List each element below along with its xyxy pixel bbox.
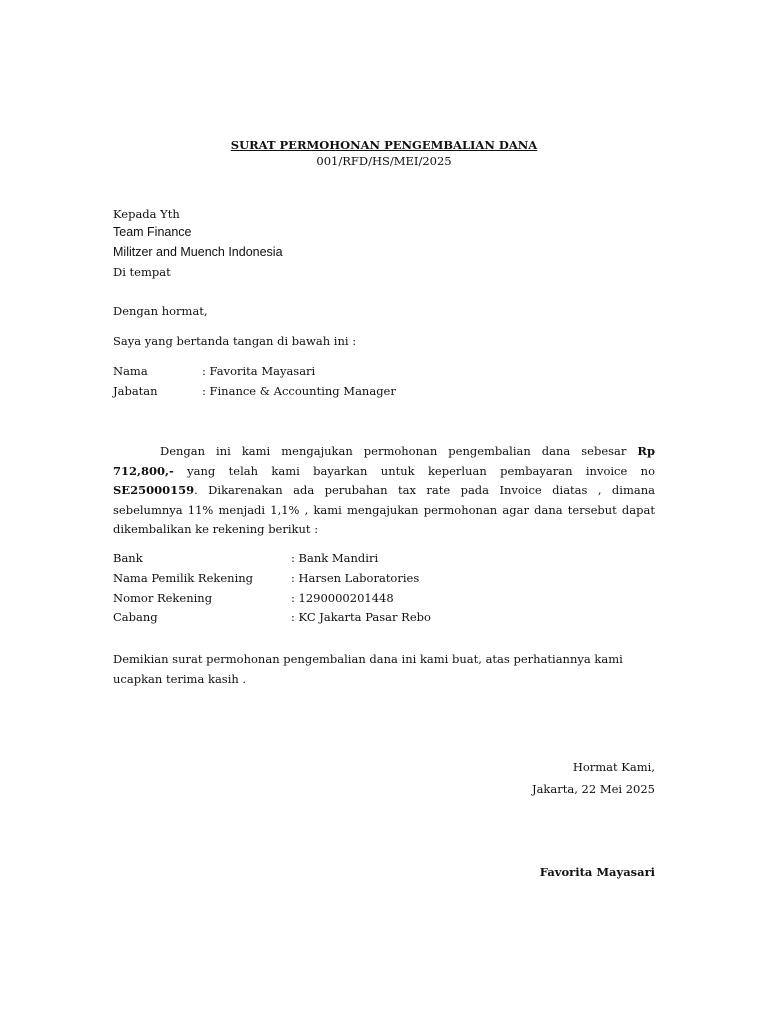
branch-label: Cabang: [113, 610, 158, 624]
name-label: Nama: [113, 364, 148, 378]
bank-label: Bank: [113, 551, 143, 565]
recipient-line-3: Militzer and Muench Indonesia: [113, 245, 283, 259]
intro-text: Saya yang bertanda tangan di bawah ini :: [113, 334, 357, 348]
body-part-1: Dengan ini kami mengajukan permohonan pengembalian dana sebesar: [160, 444, 638, 458]
body-part-2: yang telah kami bayarkan untuk keperluan pembayaran invoice no: [173, 463, 655, 478]
account-value: : 1290000201448: [291, 591, 394, 605]
recipient-line-4: Di tempat: [113, 265, 171, 279]
recipient-line-1: Kepada Yth: [113, 207, 180, 221]
owner-label: Nama Pemilik Rekening: [113, 571, 254, 585]
signature-name: Favorita Mayasari: [539, 865, 655, 879]
greeting: Dengan hormat,: [113, 304, 208, 318]
signoff: Hormat Kami,: [572, 760, 655, 774]
refund-amount: Rp 712,800,-: [113, 444, 655, 478]
recipient-line-2: Team Finance: [113, 225, 192, 239]
letter-number: 001/RFD/HS/MEI/2025: [316, 154, 452, 168]
letter-title: SURAT PERMOHONAN PENGEMBALIAN DANA: [230, 138, 538, 152]
position-value: : Finance & Accounting Manager: [202, 384, 396, 398]
bank-value: : Bank Mandiri: [291, 551, 379, 565]
invoice-number: SE25000159: [113, 483, 195, 498]
owner-value: : Harsen Laboratories: [291, 571, 420, 585]
account-label: Nomor Rekening: [113, 591, 213, 605]
place-date: Jakarta, 22 Mei 2025: [531, 782, 655, 796]
branch-value: : KC Jakarta Pasar Rebo: [291, 610, 431, 624]
body-part-3: . Dikarenakan ada perubahan tax rate pada Invoice diatas , dimana sebelumnya 11% menjadi 1,1% , kami mengajukan permohonan agar dana tersebut dapat dikembalikan ke rekening berikut :: [113, 483, 655, 537]
body-paragraph: [113, 442, 655, 540]
position-label: Jabatan: [113, 384, 158, 398]
closing-paragraph: Demikian surat permohonan pengembalian dana ini kami buat, atas perhatiannya kami ucapkan terima kasih .: [113, 652, 623, 686]
name-value: : Favorita Mayasari: [202, 364, 316, 378]
